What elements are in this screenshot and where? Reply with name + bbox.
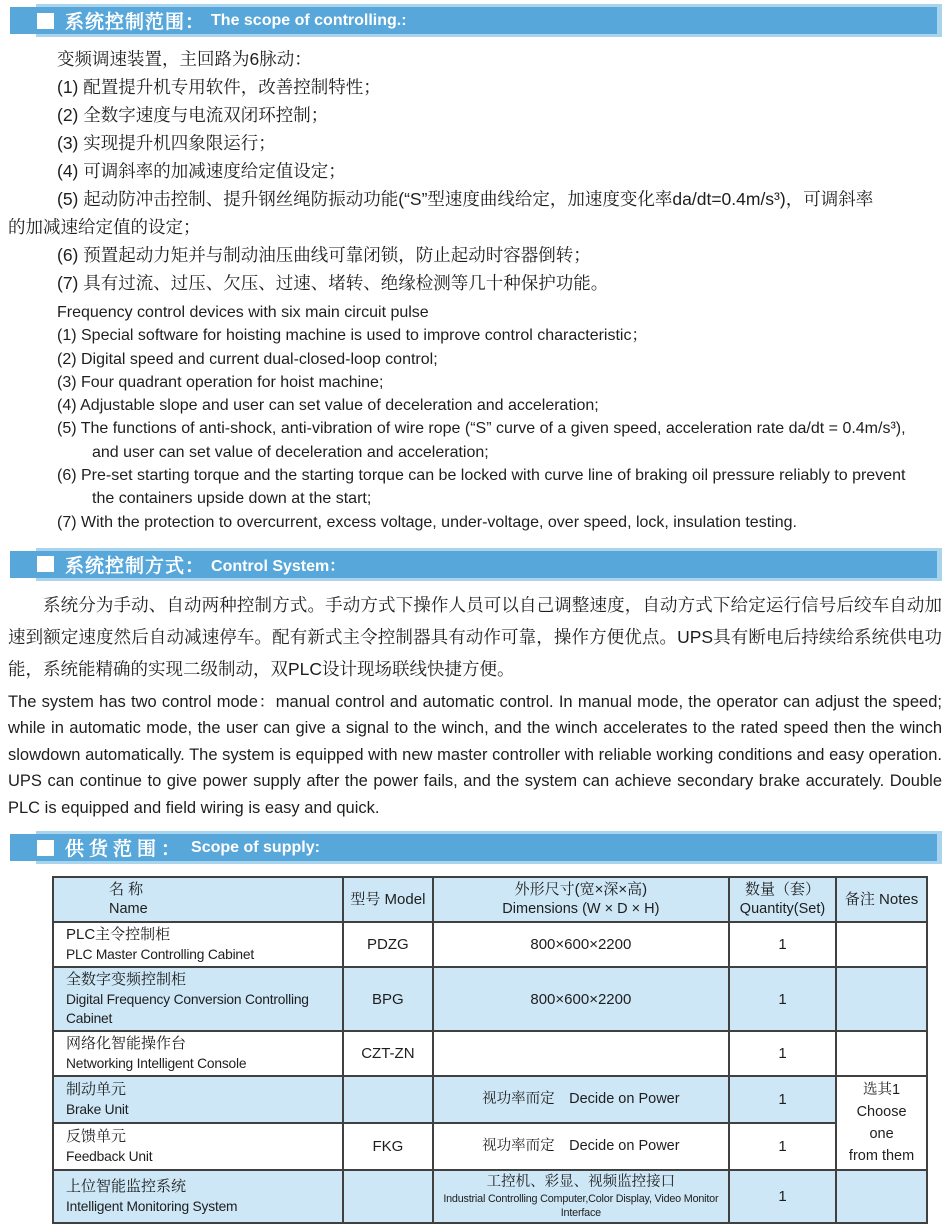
merged-note-en-line2: from them: [848, 1148, 915, 1164]
zh-item-2: (2) 全数字速度与电流双闭环控制；: [57, 105, 329, 125]
table-row-plc-master-cabinet: [53, 922, 927, 967]
name-en: Digital Frequency Conversion Controlling Cabinet: [66, 992, 309, 1026]
cell-name: [53, 967, 343, 1031]
section-header-scope-of-supply: [10, 831, 942, 864]
cell-name: [53, 1031, 343, 1076]
dim-en: Industrial Controlling Computer,Color Display, Video Monitor Interface: [443, 1193, 719, 1219]
cell-quantity: 1: [729, 967, 836, 1031]
cell-name: [53, 1123, 343, 1170]
name-en: Brake Unit: [66, 1102, 129, 1117]
en-item-5-continuation: and user can set value of deceleration and acceleration;: [92, 443, 489, 461]
section-header-control-system: [10, 548, 942, 581]
cell-notes-merged-choose-one: [836, 1076, 927, 1170]
column-header-model: [343, 877, 433, 922]
cell-dimensions: [433, 1031, 729, 1076]
table-row-intelligent-monitoring: [53, 1170, 927, 1223]
white-square-bullet-icon: [37, 13, 54, 29]
zh-item-5-continuation: 的加减速给定值的设定；: [8, 217, 201, 237]
control-system-en-paragraph: The system has two control mode：manual control and automatic control. In manual mode, the operator can adjust the speed; while in automatic mode, the user can give a signal to the winch, and the winch accelerates to the rated speed then the winch slowdown automatically. The system is equipped with new master controller with reliable working conditions and easy operation. UPS can continue to give power supply after the power fails, and the system can achieve secondary brake accurately. Double PLC is equipped and field wiring is easy and quick.: [8, 692, 942, 817]
cell-model: [343, 1170, 433, 1223]
merged-note-en-line1: Choose one: [856, 1104, 907, 1142]
column-header-name: [53, 877, 343, 922]
cell-notes: [836, 1031, 927, 1076]
cell-model: FKG: [343, 1123, 433, 1170]
section-title-en: Control System：: [211, 557, 346, 575]
cell-model: CZT-ZN: [343, 1031, 433, 1076]
header-name-zh: 名 称: [109, 881, 144, 898]
header-name-en: Name: [109, 901, 148, 917]
zh-item-6: (6) 预置起动力矩并与制动油压曲线可靠闭锁，防止起动时容器倒转；: [57, 245, 591, 265]
en-item-4: (4) Adjustable slope and user can set value of deceleration and acceleration;: [57, 397, 599, 415]
section-title-en: The scope of controlling.:: [211, 11, 407, 29]
zh-item-5: (5) 起动防冲击控制、提升钢丝绳防振动功能(“S”型速度曲线给定，加速度变化率da/dt=0.4m/s³)，可调斜率: [57, 189, 874, 209]
table-row-brake-unit: [53, 1076, 927, 1123]
cell-quantity: 1: [729, 1031, 836, 1076]
section-header-scope-of-controlling: [10, 4, 942, 37]
name-en: PLC Master Controlling Cabinet: [66, 947, 255, 962]
cell-notes: [836, 967, 927, 1031]
control-system-zh-paragraph: 系统分为手动、自动两种控制方式。手动方式下操作人员可以自己调整速度，自动方式下给定运行信号后绞车自动加速到额定速度然后自动减速停车。配有新式主令控制器具有动作可靠，操作方便优点。UPS具有断电后持续给系统供电功能，系统能精确的实现二级制动，双PLC设计现场联线快捷方便。: [8, 594, 942, 679]
cell-name: [53, 1170, 343, 1223]
header-model: 型号 Model: [350, 890, 426, 908]
section-title-en: Scope of supply:: [191, 838, 320, 856]
en-item-6-continuation: the containers upside down at the start;: [92, 490, 372, 508]
zh-item-3: (3) 实现提升机四象限运行；: [57, 133, 276, 153]
section-title-zh: 系统控制范围：: [65, 12, 206, 33]
cell-name: [53, 1076, 343, 1123]
name-zh: 制动单元: [66, 1081, 127, 1098]
cell-model: PDZG: [343, 922, 433, 967]
section-title-zh: 供货范围：: [65, 839, 186, 860]
cell-quantity: 1: [729, 1076, 836, 1123]
header-qty-en: Quantity(Set): [739, 901, 826, 917]
document-page: [0, 4, 950, 1224]
cell-dimensions: 视功率而定 Decide on Power: [433, 1076, 729, 1123]
cell-quantity: 1: [729, 1170, 836, 1223]
merged-note-zh: 选其1: [863, 1082, 901, 1098]
cell-notes: [836, 1170, 927, 1223]
name-zh: 网络化智能操作台: [66, 1035, 187, 1052]
white-square-bullet-icon: [37, 840, 54, 856]
cell-model: [343, 1076, 433, 1123]
zh-item-7: (7) 具有过流、过压、欠压、过速、堵转、绝缘检测等几十种保护功能。: [57, 273, 609, 293]
controlling-scope-zh-list: [8, 45, 942, 297]
column-header-dimensions: [433, 877, 729, 922]
en-intro-line: Frequency control devices with six main circuit pulse: [57, 304, 429, 321]
cell-model: BPG: [343, 967, 433, 1031]
header-notes: 备注 Notes: [844, 890, 919, 908]
table-header-row: [53, 877, 927, 922]
cell-dimensions: 800×600×2200: [433, 967, 729, 1031]
en-item-7: (7) With the protection to overcurrent, excess voltage, under-voltage, over speed, lock, insulation testing.: [57, 513, 797, 531]
en-item-5: (5) The functions of anti-shock, anti-vibration of wire rope (“S” curve of a given speed, acceleration rate da/dt = 0.4m/s³),: [57, 420, 906, 438]
name-en: Feedback Unit: [66, 1149, 153, 1164]
name-zh: PLC主令控制柜: [66, 926, 171, 943]
header-bar: [10, 7, 937, 34]
cell-name: [53, 922, 343, 967]
header-dim-zh: 外形尺寸(宽×深×高): [514, 881, 648, 898]
name-en: Intelligent Monitoring System: [66, 1199, 238, 1214]
en-item-3: (3) Four quadrant operation for hoist machine;: [57, 373, 384, 391]
table-row-networking-console: [53, 1031, 927, 1076]
header-bar: [10, 551, 937, 578]
column-header-quantity: [729, 877, 836, 922]
cell-dimensions: [433, 1170, 729, 1223]
header-qty-zh: 数量（套）: [745, 881, 821, 898]
zh-item-1: (1) 配置提升机专用软件，改善控制特性；: [57, 77, 381, 97]
name-en: Networking Intelligent Console: [66, 1056, 247, 1071]
en-item-6: (6) Pre-set starting torque and the starting torque can be locked with curve line of braking oil pressure reliably to prevent: [57, 467, 906, 485]
name-zh: 全数字变频控制柜: [66, 971, 187, 988]
en-item-2: (2) Digital speed and current dual-closed-loop control;: [57, 350, 438, 368]
section-title-zh: 系统控制方式：: [65, 555, 206, 577]
header-bar: [10, 834, 937, 861]
en-item-1: (1) Special software for hoisting machine is used to improve control characteristic；: [57, 327, 648, 345]
column-header-notes: [836, 877, 927, 922]
zh-item-4: (4) 可调斜率的加减速度给定值设定；: [57, 161, 346, 181]
cell-quantity: 1: [729, 922, 836, 967]
table-row-feedback-unit: [53, 1123, 927, 1170]
name-zh: 反馈单元: [66, 1128, 127, 1145]
name-zh: 上位智能监控系统: [66, 1178, 187, 1195]
cell-dimensions: 视功率而定 Decide on Power: [433, 1123, 729, 1170]
zh-intro-line: 变频调速装置，主回路为6脉动：: [57, 49, 312, 69]
scope-of-supply-table: [52, 876, 928, 1224]
cell-notes: [836, 922, 927, 967]
header-dim-en: Dimensions (W × D × H): [502, 901, 660, 917]
controlling-scope-en-list: [8, 301, 942, 534]
dim-zh: 工控机、彩显、视频监控接口: [486, 1174, 676, 1190]
cell-quantity: 1: [729, 1123, 836, 1170]
table-row-digital-frequency-cabinet: [53, 967, 927, 1031]
cell-dimensions: 800×600×2200: [433, 922, 729, 967]
white-square-bullet-icon: [37, 556, 54, 572]
